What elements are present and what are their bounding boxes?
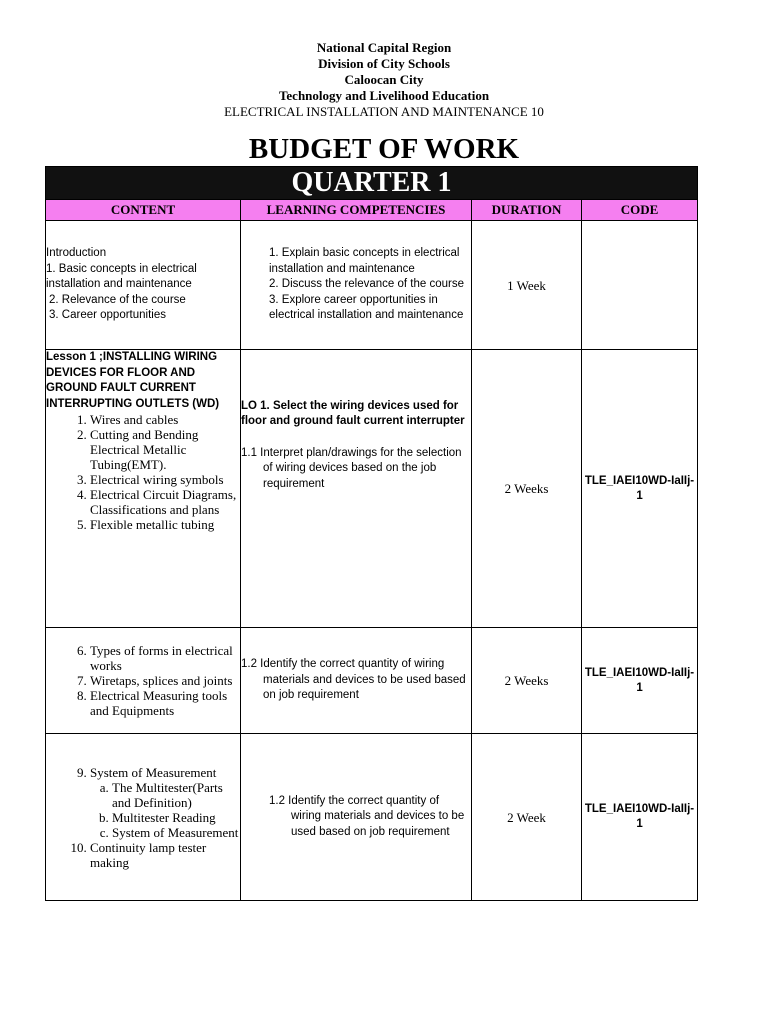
- list-item: 3. Explore career opportunities in electrical installation and maintenance: [269, 293, 464, 322]
- list-item: 3. Electrical wiring symbols: [90, 472, 240, 487]
- content-cell: [46, 628, 241, 734]
- quarter-row: [46, 167, 698, 200]
- table-row: [46, 221, 698, 350]
- duration-cell: 2 Weeks: [472, 628, 582, 734]
- list-item: 1.1 Interpret plan/drawings for the selection of wiring devices based on the job requirement: [241, 446, 462, 490]
- content-list: [46, 643, 240, 718]
- content-cell: [46, 734, 241, 901]
- competency-cell: [241, 628, 472, 734]
- program-label: Technology and Livelihood Education: [278, 88, 490, 103]
- list-item-label: System of Measurement: [90, 764, 217, 780]
- list-item: b. Multitester Reading: [112, 810, 240, 825]
- list-item: 1. Explain basic concepts in electrical installation and maintenance: [269, 247, 460, 275]
- duration-cell: 2 Week: [472, 734, 582, 901]
- list-item: a. The Multitester(Parts and Definition): [112, 780, 240, 810]
- column-header-content: CONTENT: [46, 200, 241, 221]
- table-row: [46, 628, 698, 734]
- list-item: 2. Discuss the relevance of the course: [269, 278, 464, 291]
- table-row: [46, 734, 698, 901]
- list-item: 3. Career opportunities: [49, 309, 166, 322]
- learning-outcome: LO 1. Select the wiring devices used for floor and ground fault current interrupter: [241, 399, 465, 428]
- column-header-competencies: LEARNING COMPETENCIES: [241, 200, 472, 221]
- competency-cell: [241, 734, 472, 901]
- content-list: [46, 412, 240, 532]
- column-header-code: CODE: [582, 200, 698, 221]
- list-item: 7. Wiretaps, splices and joints: [90, 673, 240, 688]
- list-item: 8. Electrical Measuring tools and Equipments: [90, 688, 240, 718]
- list-item: 2. Relevance of the course: [49, 293, 186, 306]
- code-cell: TLE_IAEI10WD-IaIIj-1: [582, 350, 698, 628]
- competency-cell: [241, 221, 472, 350]
- code-cell: [582, 221, 698, 350]
- table-row: [46, 350, 698, 628]
- list-item: 1. Basic concepts in electrical installation and maintenance: [46, 262, 197, 291]
- region-label: National Capital Region: [316, 40, 452, 55]
- list-item: 2. Cutting and Bending Electrical Metallic Tubing(EMT).: [90, 427, 240, 472]
- column-header-duration: DURATION: [472, 200, 582, 221]
- list-item: 5. Flexible metallic tubing: [90, 517, 240, 532]
- lesson-title: Lesson 1 ;INSTALLING WIRING DEVICES FOR FLOOR AND GROUND FAULT CURRENT INTERRUPTING OUTLETS (WD): [46, 351, 220, 410]
- list-item: 1. Wires and cables: [90, 412, 240, 427]
- duration-cell: 2 Weeks: [472, 350, 582, 628]
- division-label: Division of City Schools: [318, 56, 450, 71]
- list-item: [90, 765, 240, 840]
- list-item: 6. Types of forms in electrical works: [90, 643, 240, 673]
- list-item: 1.2 Identify the correct quantity of wiring materials and devices to be used based on job requirement: [241, 658, 466, 702]
- document-header: [0, 40, 768, 120]
- content-cell: [46, 221, 241, 350]
- competency-cell: [241, 350, 472, 628]
- list-item: c. System of Measurement: [112, 825, 240, 840]
- list-item: 10. Continuity lamp tester making: [90, 840, 240, 870]
- intro-label: Introduction: [46, 247, 107, 260]
- quarter-label: QUARTER 1: [46, 167, 698, 200]
- page-title: BUDGET OF WORK: [248, 133, 520, 165]
- sub-list: [90, 780, 240, 840]
- content-cell: [46, 350, 241, 628]
- list-item: 1.2 Identify the correct quantity of wiring materials and devices to be used based on job requirement: [269, 794, 465, 838]
- code-cell: TLE_IAEI10WD-IaIIj-1: [582, 628, 698, 734]
- content-list: [46, 765, 240, 870]
- duration-cell: 1 Week: [472, 221, 582, 350]
- subject-label: ELECTRICAL INSTALLATION AND MAINTENANCE 10: [224, 104, 544, 119]
- table-header-row: [46, 200, 698, 221]
- budget-of-work-table: [45, 166, 698, 901]
- code-cell: TLE_IAEI10WD-IaIIj-1: [582, 734, 698, 901]
- city-label: Caloocan City: [344, 72, 424, 87]
- list-item: 4. Electrical Circuit Diagrams, Classifications and plans: [90, 487, 240, 517]
